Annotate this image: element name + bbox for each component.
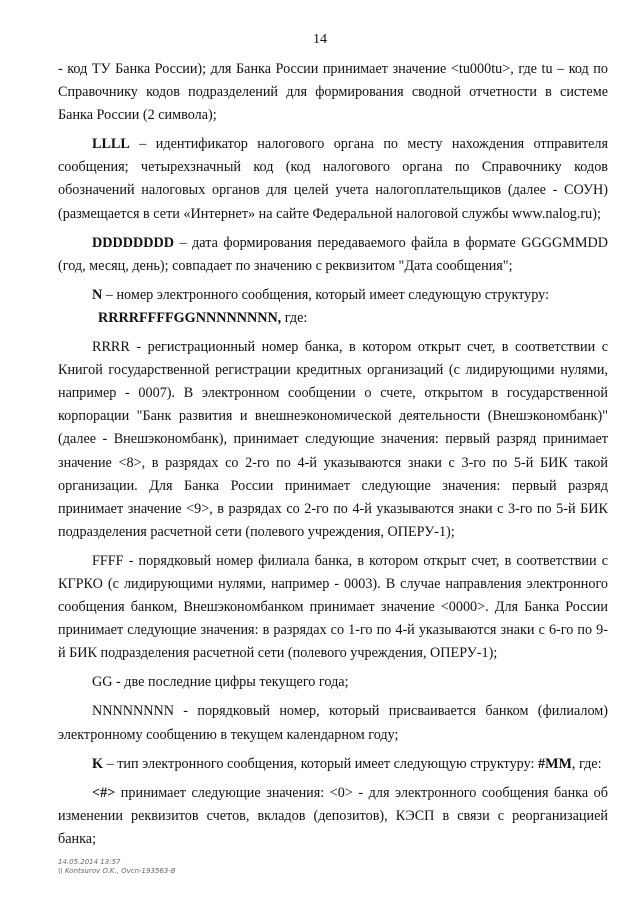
paragraph-nnnnnnnn	[58, 700, 608, 746]
paragraph-n	[58, 284, 608, 307]
paragraph-text: где:	[281, 309, 308, 326]
paragraph-text: – идентификатор налогового органа по месту нахождения отправителя сообщения; четырехзначный код (код налогового органа по Справочнику кодов обозначений налоговых органов для целей учета налогоплательщиков (далее - СОУН) (размещается в сети «Интернет» на сайте Федеральной налоговой службы www.nalog.ru);	[58, 136, 608, 222]
paragraph-text: – дата формирования передаваемого файла в формате GGGGMMDD (год, месяц, день); совпадает по значению с реквизитом "Дата сообщения";	[58, 234, 608, 274]
term-n: N	[92, 286, 103, 303]
term-mm: #MM	[537, 755, 572, 772]
term-structure: RRRRFFFFGGNNNNNNNN,	[98, 309, 282, 326]
paragraph-rrrr	[58, 336, 608, 544]
paragraph-text: – тип электронного сообщения, который имеет следующую структуру:	[103, 755, 538, 772]
footer-author: \\ Kontsurov O.K., Ovcn-193563-B	[58, 867, 176, 875]
paragraph-gg	[58, 671, 608, 694]
paragraph-k	[58, 753, 608, 776]
paragraph-text: GG - две последние цифры текущего года;	[92, 674, 349, 691]
paragraph-structure	[58, 307, 608, 330]
paragraph-text: - код ТУ Банка России); для Банка России принимает значение <tu000tu>, где tu – код по Справочнику кодов подразделений для формирования сводной отчетности в системе Банка России (2 символа);	[58, 61, 608, 124]
paragraph-date	[58, 232, 608, 278]
paragraph-hash	[58, 782, 608, 851]
term-hash: <#>	[92, 784, 116, 801]
document-body	[58, 58, 608, 857]
paragraph-text: FFFF - порядковый номер филиала банка, в котором открыт счет, в соответствии с КГРКО (с лидирующими нулями, например - 0003). В случае направления электронного сообщения банком, Внешэкономбанком принимает значение <0000>. Для Банка России принимает следующие значения: в разрядах со 1-го по 4-й указываются знаки с 6-го по 9-й БИК подразделения расчетной сети (полевого учреждения, ОПЕРУ-1);	[58, 552, 608, 662]
paragraph-text: RRRR - регистрационный номер банка, в котором открыт счет, в соответствии с Книгой государственной регистрации кредитных организаций (с лидирующими нулями, например - 0007). В электронном сообщении о счете, открытом в государственной корпорации "Банк развития и внешнеэкономической деятельности (Внешэкономбанк)" (далее - Внешэкономбанк), принимает следующие значения: первый разряд принимает значение <8>, в разрядах со 2-го по 4-й указываются знаки с 3-го по 5-й БИК такой организации. Для Банка России принимает следующие значения: первый разряд принимает значение <9>, в разрядах со 2-го по 4-й указываются знаки с 3-го по 5-й БИК подразделения расчетной сети (полевого учреждения, ОПЕРУ-1);	[58, 339, 608, 540]
paragraph-text: – номер электронного сообщения, который имеет следующую структуру:	[102, 286, 550, 303]
paragraph-text: NNNNNNNN - порядковый номер, который присваивается банком (филиалом) электронному сообщению в текущем календарном году;	[58, 703, 608, 743]
paragraph-ffff	[58, 550, 608, 665]
term-k: K	[92, 755, 104, 772]
paragraph-tu-code	[58, 58, 608, 127]
term-llll: LLLL	[92, 136, 130, 153]
paragraph-llll	[58, 133, 608, 225]
term-dddddddd: DDDDDDDD	[92, 234, 174, 251]
document-footer-stamp	[58, 858, 176, 876]
paragraph-text: принимает следующие значения: <0> - для электронного сообщения банка об изменении реквизитов счетов, вкладов (депозитов), КЭСП в связи с реорганизацией банка;	[58, 784, 608, 847]
paragraph-text: , где:	[571, 755, 602, 772]
footer-timestamp: 14.05.2014 13:57	[58, 858, 121, 866]
page-number: 14	[313, 32, 327, 47]
